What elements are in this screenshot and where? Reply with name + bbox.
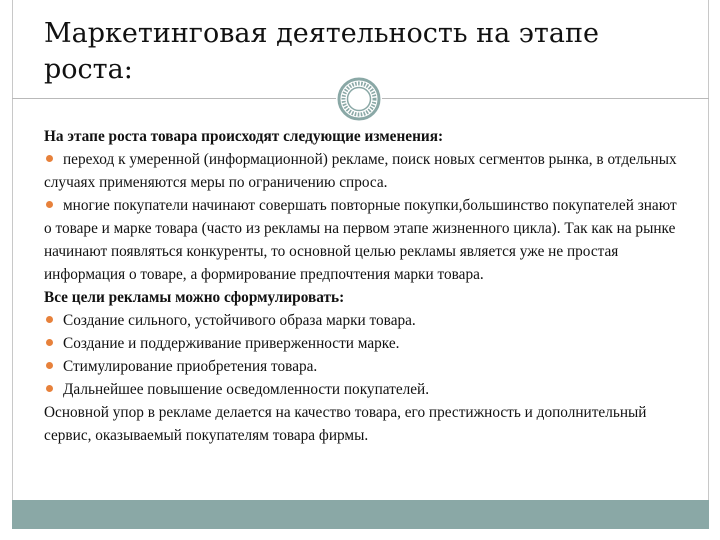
list-item bbox=[44, 148, 684, 194]
bullet-dot-icon bbox=[46, 362, 53, 369]
list-item bbox=[44, 332, 684, 355]
heading-goals: Все цели рекламы можно сформулировать: bbox=[44, 289, 345, 306]
closing-paragraph: Основной упор в рекламе делается на качество товара, его престижность и дополнительный сервис, оказываемый покупателям товара фирмы. bbox=[44, 404, 647, 444]
bullet-dot-icon bbox=[46, 201, 53, 208]
list-item-text: Дальнейшее повышение осведомленности покупателей. bbox=[63, 381, 430, 398]
list-item bbox=[44, 309, 684, 332]
list-item bbox=[44, 355, 684, 378]
list-item bbox=[44, 194, 684, 286]
slide-body bbox=[44, 125, 684, 447]
slide-title: Маркетинговая деятельность на этапе роста: bbox=[44, 18, 599, 85]
list-item bbox=[44, 378, 684, 401]
list-item-text: Стимулирование приобретения товара. bbox=[63, 358, 318, 375]
list-item-text: Создание сильного, устойчивого образа марки товара. bbox=[63, 312, 416, 329]
bullet-dot-icon bbox=[46, 316, 53, 323]
bullet-dot-icon bbox=[46, 155, 53, 162]
bullet-dot-icon bbox=[46, 385, 53, 392]
circle-ring-icon bbox=[336, 76, 382, 122]
footer-bar bbox=[12, 500, 709, 529]
list-item-text: переход к умеренной (информационной) рекламе, поиск новых сегментов рынка, в отдельных случаях применяются меры по ограничению спроса. bbox=[44, 151, 677, 191]
list-item-text: многие покупатели начинают совершать повторные покупки,большинство покупателей знают о товаре и марке товара (часто из рекламы на первом этапе жизненного цикла). Так как на рынке начинают появляться конкуренты, то основной целью рекламы является уже не простая информация о товаре, а формирование предпочтения марки товара. bbox=[44, 197, 677, 283]
heading-changes: На этапе роста товара происходят следующие изменения: bbox=[44, 128, 444, 145]
bullet-dot-icon bbox=[46, 339, 53, 346]
list-item-text: Создание и поддерживание приверженности марке. bbox=[63, 335, 400, 352]
